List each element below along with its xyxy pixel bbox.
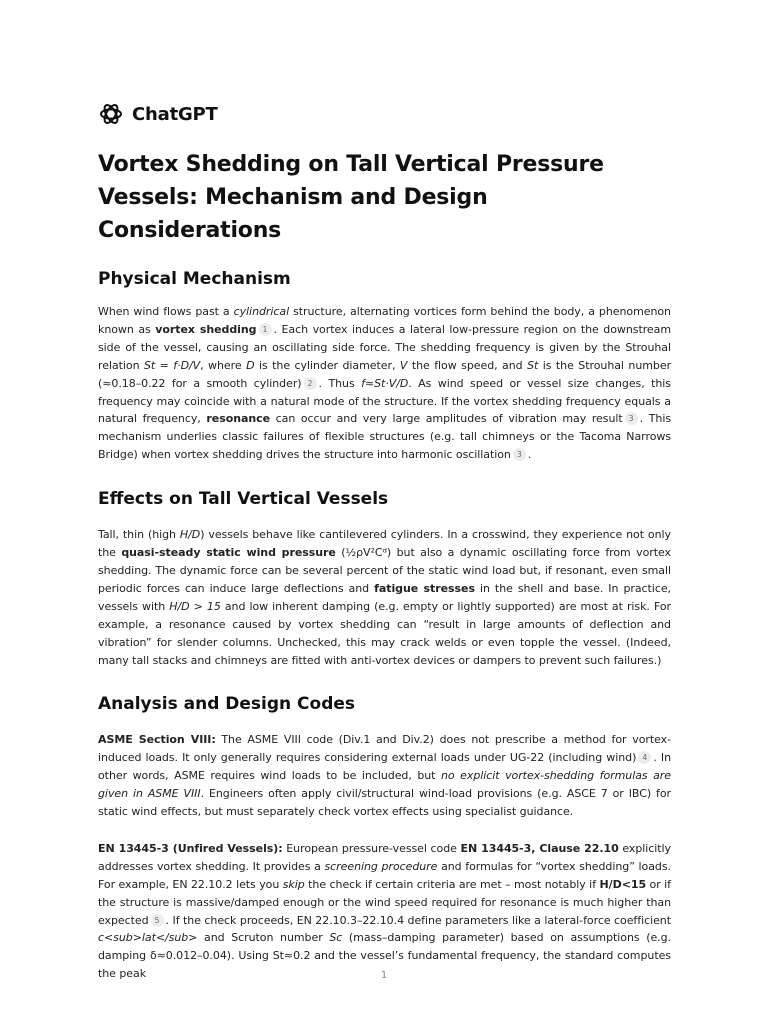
section-analysis-design-codes xyxy=(98,692,671,983)
text: the check if certain criteria are met – most notably if xyxy=(304,877,600,891)
text: . xyxy=(527,448,532,462)
italic-symbol: H/D xyxy=(179,528,201,542)
italic-symbol: V xyxy=(399,358,408,372)
text: is the Strouhal number (≈0.18–0.22 for a smooth cylinder) xyxy=(98,358,672,390)
italic-text: screening procedure xyxy=(324,859,438,873)
text: the flow speed, and xyxy=(407,358,528,372)
text: , where xyxy=(200,358,247,372)
text: When wind flows past a xyxy=(98,305,234,318)
text: (½ρV²Cᵈ) but also a dynamic oscillating force from vortex shedding. The dynamic force can be several percent of the static wind load but, if resonant, even small periodic forces can induce large deflections and xyxy=(98,546,671,595)
text: . In other words, ASME requires wind loads to be included, but xyxy=(98,751,671,783)
bold-term: H/D<15 xyxy=(599,877,647,891)
italic-symbol: D xyxy=(246,358,255,372)
text: explicitly addresses vortex shedding. It provides a xyxy=(98,841,672,873)
section-physical-mechanism xyxy=(98,267,671,464)
bold-term: EN 13445-3, Clause 22.10 xyxy=(460,841,619,855)
italic-text: no explicit vortex-shedding formulas are given in ASME VIII xyxy=(98,769,671,801)
footnote-ref[interactable]: 4 xyxy=(638,751,651,764)
bold-term: ASME Section VIII: xyxy=(98,733,216,747)
brand-logo xyxy=(98,100,671,128)
bold-term: fatigue stresses xyxy=(374,581,475,595)
section-effects xyxy=(98,487,671,669)
italic-formula: f≈St·V/D xyxy=(361,376,409,390)
footnote-ref[interactable]: 5 xyxy=(151,914,164,927)
italic-symbol: Sc xyxy=(329,931,343,945)
bold-term: EN 13445-3 (Unfired Vessels): xyxy=(98,841,283,855)
document-page xyxy=(98,100,671,983)
text: and Scruton number xyxy=(197,931,330,945)
italic-symbol: St xyxy=(527,358,539,372)
text: is the cylinder diameter, xyxy=(254,358,400,372)
italic-text: c<sub>lat</sub> xyxy=(98,931,198,945)
text: structure, alternating vortices form behind the body, a phenomenon known as xyxy=(98,305,671,336)
section-heading: Effects on Tall Vertical Vessels xyxy=(98,489,389,510)
text: ) vessels behave like cantilevered cylinders. In a crosswind, they experience not only the xyxy=(98,528,671,560)
text: and formulas for “vortex shedding” loads. For example, EN 22.10.2 lets you xyxy=(98,859,671,891)
footnote-ref[interactable]: 2 xyxy=(304,377,317,390)
text: can occur and very large amplitudes of vibration may result xyxy=(270,412,623,426)
page-number: 1 xyxy=(380,970,388,981)
footnote-ref[interactable]: 3 xyxy=(625,412,638,425)
text: in the shell and base. In practice, vessels with xyxy=(98,581,671,613)
paragraph-mechanism xyxy=(98,303,671,464)
section-heading: Physical Mechanism xyxy=(98,269,291,289)
text: . As wind speed or vessel size changes, this frequency may coincide with a natural mode of the structure. If the vortex shedding frequency equals a natural frequency, xyxy=(98,376,671,426)
text: European pressure-vessel code xyxy=(282,841,461,855)
section-heading: Analysis and Design Codes xyxy=(98,694,356,715)
text: . Engineers often apply civil/structural wind-load provisions (e.g. ASCE 7 or IBC) for static wind effects, but must separately check vortex effects using specialist guidance. xyxy=(98,787,671,819)
bold-term: resonance xyxy=(206,412,271,426)
italic-text: skip xyxy=(282,877,305,891)
document-title: Vortex Shedding on Tall Vertical Pressure Vessels: Mechanism and Design Considerations xyxy=(98,152,604,243)
bold-term: vortex shedding xyxy=(155,322,257,336)
text: . Thus xyxy=(318,376,362,390)
bold-term: quasi-steady static wind pressure xyxy=(121,546,336,560)
footnote-ref[interactable]: 3 xyxy=(513,448,526,461)
text: . If the check proceeds, EN 22.10.3–22.10.4 define parameters like a lateral-force coefficient xyxy=(165,913,671,927)
paragraph-effects xyxy=(98,526,671,669)
text: Tall, thin (high xyxy=(98,528,180,542)
text: or if the structure is massive/damped enough or the wind speed required for resonance is much higher than expected xyxy=(98,877,671,927)
paragraph-en13445 xyxy=(98,840,671,983)
openai-logo-icon xyxy=(98,101,124,127)
italic-formula: St = f·D/V xyxy=(144,358,201,372)
brand-name: ChatGPT xyxy=(132,103,218,125)
text: . Each vortex induces a lateral low-pressure region on the downstream side of the vessel, causing an oscillating side force. The shedding frequency is given by the Strouhal relation xyxy=(98,322,672,372)
text: The ASME VIII code (Div.1 and Div.2) does not prescribe a method for vortex-induced loads. It only generally requires considering external loads under UG-22 (including wind) xyxy=(98,733,672,765)
paragraph-asme xyxy=(98,731,671,821)
text: and low inherent damping (e.g. empty or lightly supported) are most at risk. For example, a resonance caused by vortex shedding can “result in large amounts of deflection and vibration” for slender columns. Unchecked, this may crack welds or even topple the vessel. (Indeed, many tall stacks and chimneys are fitted with anti-vortex devices or dampers to prevent such failures.) xyxy=(98,599,671,667)
text: . This mechanism underlies classic failures of flexible structures (e.g. tall chimneys or the Tacoma Narrows Bridge) when vortex shedding drives the structure into harmonic oscillation xyxy=(98,412,672,462)
italic-text: cylindrical xyxy=(233,305,290,318)
text: (mass–damping parameter) based on assumptions (e.g. damping δ≈0.012–0.04). Using St≈0.2 and the vessel’s fundamental frequency, the standard computes the peak xyxy=(98,931,672,981)
footnote-ref[interactable]: 1 xyxy=(259,323,272,336)
italic-formula: H/D > 15 xyxy=(169,599,221,613)
